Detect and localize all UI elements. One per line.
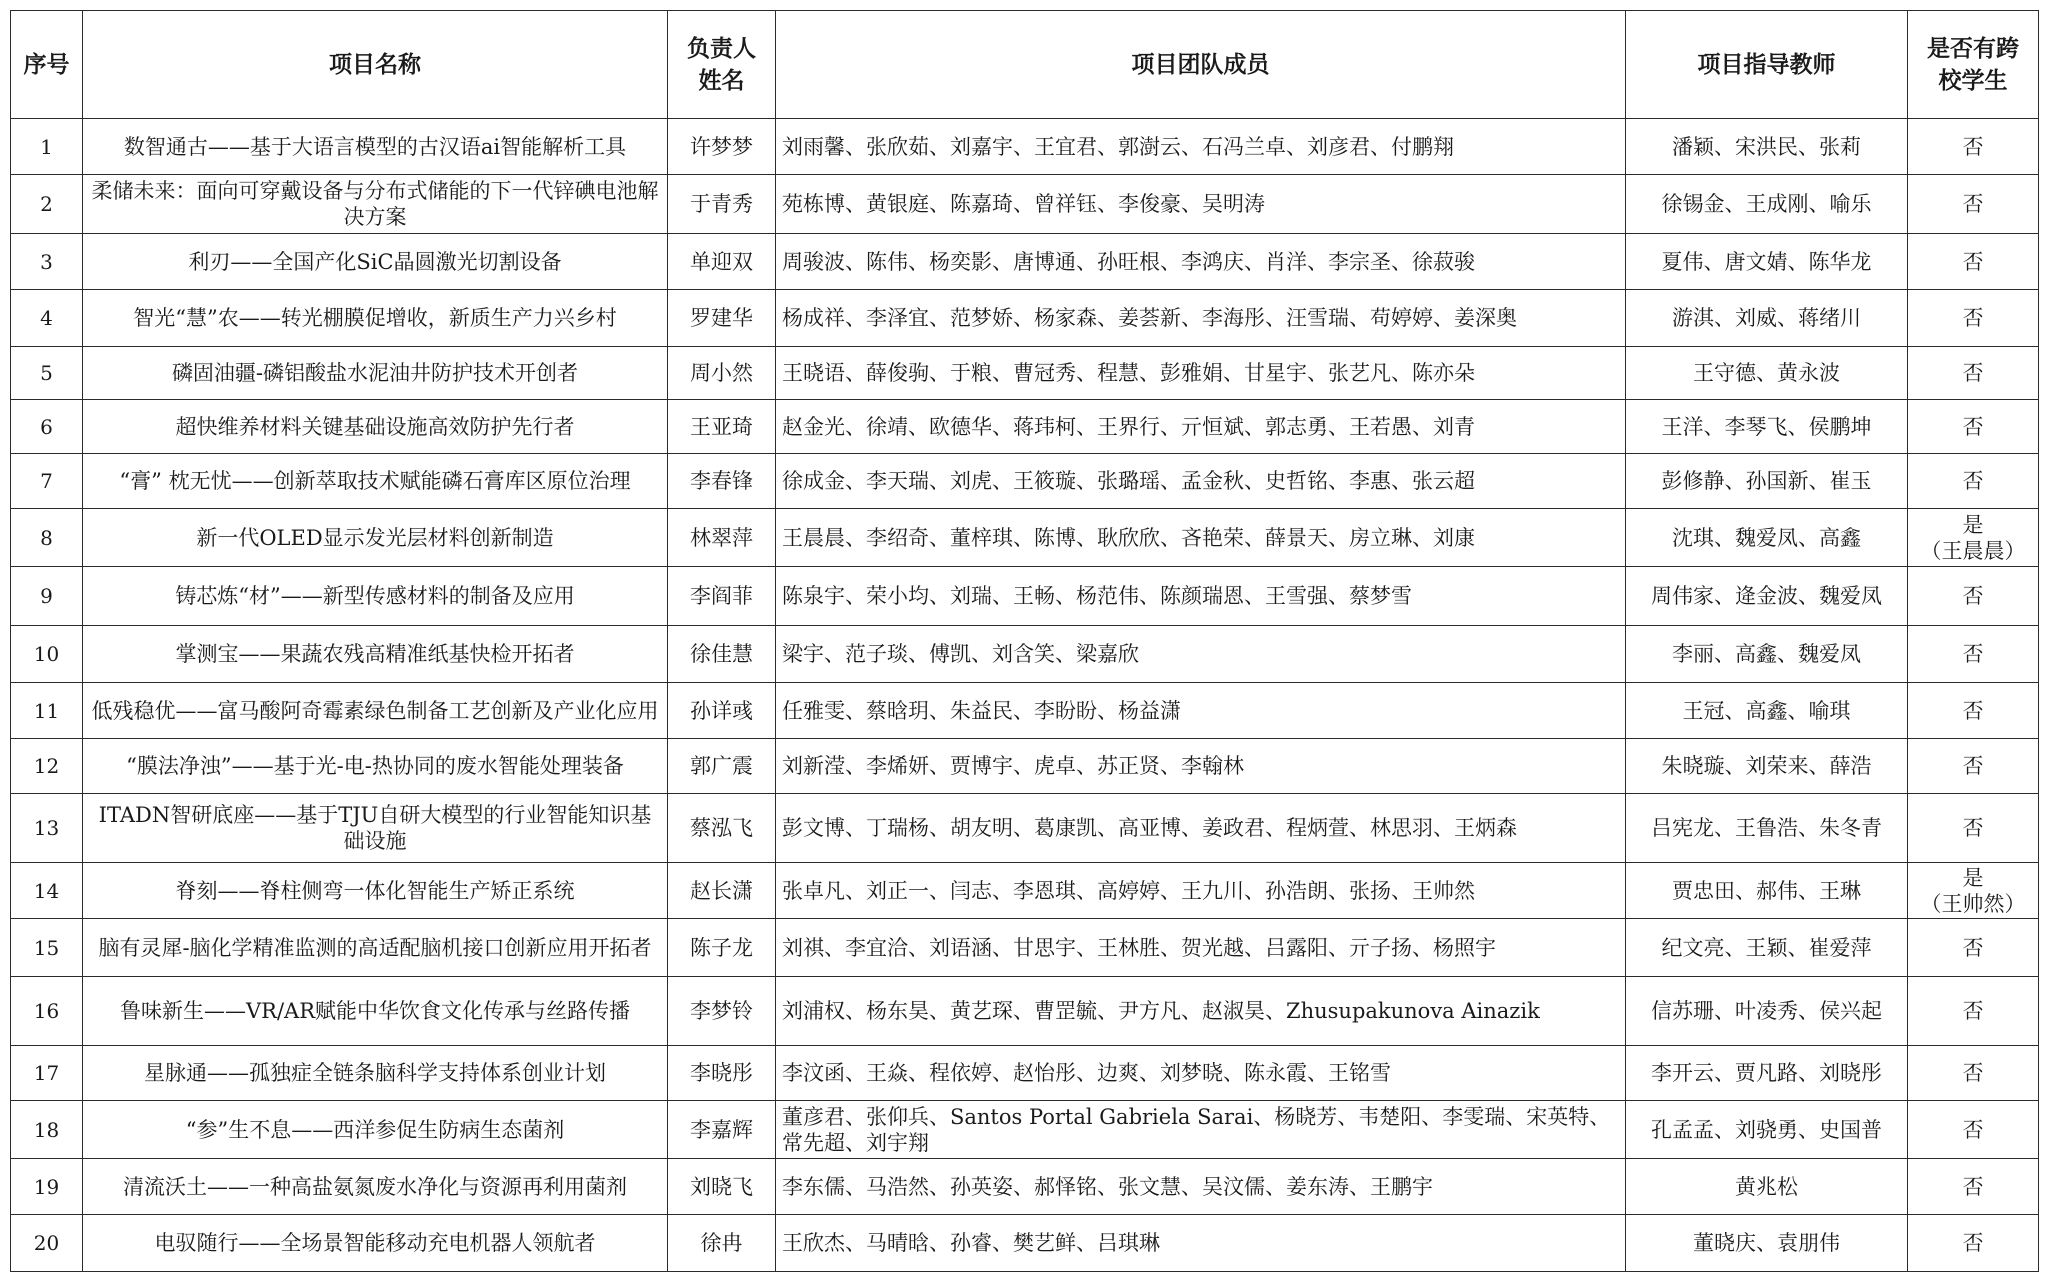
cross-school-value: 否 — [1962, 249, 1984, 274]
cell-project-name: 磷固油疆-磷铝酸盐水泥油井防护技术开创者 — [83, 347, 668, 400]
cell-members: 赵金光、徐靖、欧德华、蒋玮柯、王界行、亓恒斌、郭志勇、王若愚、刘青 — [776, 400, 1626, 454]
cell-project-name: 超快维养材料关键基础设施高效防护先行者 — [83, 400, 668, 454]
cell-members: 王晨晨、李绍奇、董梓琪、陈博、耿欣欣、吝艳荣、薛景天、房立琳、刘康 — [776, 509, 1626, 567]
table-header-row — [11, 11, 2039, 119]
cell-project-name: 掌测宝——果蔬农残高精准纸基快检开拓者 — [83, 626, 668, 683]
cell-index: 1 — [11, 119, 83, 175]
cell-cross-school — [1908, 454, 2039, 509]
cell-advisors: 周伟家、逄金波、魏爱凤 — [1626, 567, 1908, 626]
cell-members: 刘浦权、杨东昊、黄艺琛、曹罡毓、尹方凡、赵淑昊、Zhusupakunova Ainazik — [776, 977, 1626, 1046]
cell-members: 刘雨馨、张欣茹、刘嘉宇、王宜君、郭澍云、石冯兰卓、刘彦君、付鹏翔 — [776, 119, 1626, 175]
cell-leader: 蔡泓飞 — [668, 794, 776, 863]
cell-leader: 王亚琦 — [668, 400, 776, 454]
cell-advisors: 王冠、高鑫、喻琪 — [1626, 683, 1908, 739]
cell-advisors: 董晓庆、袁朋伟 — [1626, 1215, 1908, 1272]
cell-cross-school — [1908, 626, 2039, 683]
cell-leader: 刘晓飞 — [668, 1159, 776, 1215]
cell-cross-school — [1908, 290, 2039, 347]
cell-members: 苑栋博、黄银庭、陈嘉琦、曾祥钰、李俊豪、吴明涛 — [776, 175, 1626, 234]
cell-advisors: 夏伟、唐文婧、陈华龙 — [1626, 234, 1908, 290]
cross-school-value: 否 — [1962, 1117, 1984, 1142]
cell-advisors: 李开云、贾凡路、刘晓彤 — [1626, 1046, 1908, 1101]
cell-project-name: 智光“慧”农——转光棚膜促增收，新质生产力兴乡村 — [83, 290, 668, 347]
cell-members: 董彦君、张仰兵、Santos Portal Gabriela Sarai、杨晓芳、韦楚阳、李雯瑞、宋英特、常先超、刘宇翔 — [776, 1101, 1626, 1159]
cell-index: 8 — [11, 509, 83, 567]
cell-advisors: 沈琪、魏爱凤、高鑫 — [1626, 509, 1908, 567]
table-row — [11, 290, 2039, 347]
cross-school-value: 否 — [1962, 1061, 1984, 1085]
cell-project-name: “膏” 枕无忧——创新萃取技术赋能磷石膏库区原位治理 — [83, 454, 668, 509]
header-members: 项目团队成员 — [776, 11, 1626, 119]
table-row — [11, 919, 2039, 977]
cell-leader: 许梦梦 — [668, 119, 776, 175]
cell-index: 18 — [11, 1101, 83, 1159]
cell-project-name: 数智通古——基于大语言模型的古汉语ai智能解析工具 — [83, 119, 668, 175]
cell-advisors: 李丽、高鑫、魏爱凤 — [1626, 626, 1908, 683]
cell-index: 13 — [11, 794, 83, 863]
cell-members: 梁宇、范子琰、傅凯、刘含笑、梁嘉欣 — [776, 626, 1626, 683]
cross-school-value: 否 — [1962, 192, 1984, 216]
cell-cross-school — [1908, 400, 2039, 454]
table-row — [11, 626, 2039, 683]
cell-index: 15 — [11, 919, 83, 977]
table-row — [11, 739, 2039, 794]
cell-cross-school — [1908, 863, 2039, 919]
cell-leader: 徐佳慧 — [668, 626, 776, 683]
cross-school-value: 否 — [1962, 1174, 1984, 1199]
cell-members: 刘新滢、李烯妍、贾博宇、虎卓、苏正贤、李翰林 — [776, 739, 1626, 794]
cell-project-name: 清流沃土——一种高盐氨氮废水净化与资源再利用菌剂 — [83, 1159, 668, 1215]
cell-members: 徐成金、李天瑞、刘虎、王筱璇、张璐瑶、孟金秋、史哲铭、李惠、张云超 — [776, 454, 1626, 509]
cell-cross-school — [1908, 509, 2039, 567]
cell-leader: 罗建华 — [668, 290, 776, 347]
cell-index: 11 — [11, 683, 83, 739]
table-row — [11, 509, 2039, 567]
table-row — [11, 683, 2039, 739]
cross-school-note: （王帅然） — [1920, 891, 2026, 916]
cross-school-value: 否 — [1962, 469, 1984, 493]
cell-members: 刘祺、李宜洽、刘语涵、甘思宇、王林胜、贺光越、吕露阳、亓子扬、杨照宇 — [776, 919, 1626, 977]
cell-leader: 李梦铃 — [668, 977, 776, 1046]
table-row — [11, 347, 2039, 400]
cell-project-name: ITADN智研底座——基于TJU自研大模型的行业智能知识基础设施 — [83, 794, 668, 863]
cell-index: 3 — [11, 234, 83, 290]
cell-advisors: 纪文亮、王颖、崔爱萍 — [1626, 919, 1908, 977]
cell-members: 陈泉宇、荣小均、刘瑞、王畅、杨范伟、陈颜瑞恩、王雪强、蔡梦雪 — [776, 567, 1626, 626]
cell-advisors: 王守德、黄永波 — [1626, 347, 1908, 400]
cell-advisors: 贾忠田、郝伟、王琳 — [1626, 863, 1908, 919]
cell-project-name: 鲁味新生——VR/AR赋能中华饮食文化传承与丝路传播 — [83, 977, 668, 1046]
cell-leader: 林翠萍 — [668, 509, 776, 567]
cell-advisors: 王洋、李琴飞、侯鹏坤 — [1626, 400, 1908, 454]
cell-advisors: 彭修静、孙国新、崔玉 — [1626, 454, 1908, 509]
cell-leader: 陈子龙 — [668, 919, 776, 977]
cross-school-value: 否 — [1962, 1231, 1984, 1255]
cross-school-value: 是 — [1962, 512, 1984, 537]
header-index: 序号 — [11, 11, 83, 119]
cell-members: 彭文博、丁瑞杨、胡友明、葛康凯、高亚博、姜政君、程炳萱、林思羽、王炳森 — [776, 794, 1626, 863]
cell-cross-school — [1908, 919, 2039, 977]
cross-school-value: 否 — [1962, 414, 1984, 439]
cell-advisors: 朱晓璇、刘荣来、薛浩 — [1626, 739, 1908, 794]
cell-members: 王欣杰、马晴晗、孙睿、樊艺鲜、吕琪琳 — [776, 1215, 1626, 1272]
cross-school-value: 否 — [1962, 816, 1984, 840]
cross-school-value: 否 — [1962, 642, 1984, 666]
cell-cross-school — [1908, 1101, 2039, 1159]
cross-school-value: 否 — [1962, 935, 1984, 960]
cell-advisors: 黄兆松 — [1626, 1159, 1908, 1215]
cell-leader: 周小然 — [668, 347, 776, 400]
cross-school-note: （王晨晨） — [1920, 538, 2026, 563]
table-row — [11, 567, 2039, 626]
cross-school-value: 否 — [1962, 754, 1984, 778]
cell-cross-school — [1908, 794, 2039, 863]
cell-index: 7 — [11, 454, 83, 509]
header-cross-school: 是否有跨校学生 — [1908, 11, 2039, 119]
cell-leader: 赵长潇 — [668, 863, 776, 919]
cell-cross-school — [1908, 119, 2039, 175]
cell-members: 任雅雯、蔡晗玥、朱益民、李盼盼、杨益潇 — [776, 683, 1626, 739]
cell-index: 14 — [11, 863, 83, 919]
header-project-name: 项目名称 — [83, 11, 668, 119]
cell-members: 周骏波、陈伟、杨奕影、唐博通、孙旺根、李鸿庆、肖洋、李宗圣、徐菽骏 — [776, 234, 1626, 290]
cell-index: 10 — [11, 626, 83, 683]
cell-members: 李汶函、王焱、程依婷、赵怡彤、边爽、刘梦晓、陈永霞、王铭雪 — [776, 1046, 1626, 1101]
table-row — [11, 400, 2039, 454]
header-advisors: 项目指导教师 — [1626, 11, 1908, 119]
cell-project-name: “参”生不息——西洋参促生防病生态菌剂 — [83, 1101, 668, 1159]
cell-index: 2 — [11, 175, 83, 234]
cell-index: 9 — [11, 567, 83, 626]
cell-project-name: 电驭随行——全场景智能移动充电机器人领航者 — [83, 1215, 668, 1272]
cell-project-name: “膜法净浊”——基于光-电-热协同的废水智能处理装备 — [83, 739, 668, 794]
cell-members: 王晓语、薛俊驹、于粮、曹冠秀、程慧、彭雅娟、甘星宇、张艺凡、陈亦朵 — [776, 347, 1626, 400]
cell-project-name: 低残稳优——富马酸阿奇霉素绿色制备工艺创新及产业化应用 — [83, 683, 668, 739]
table-row — [11, 794, 2039, 863]
cross-school-value: 否 — [1962, 584, 1984, 608]
cell-cross-school — [1908, 977, 2039, 1046]
cell-project-name: 新一代OLED显示发光层材料创新制造 — [83, 509, 668, 567]
cell-leader: 李晓彤 — [668, 1046, 776, 1101]
cell-project-name: 柔储未来：面向可穿戴设备与分布式储能的下一代锌碘电池解决方案 — [83, 175, 668, 234]
cross-school-value: 否 — [1962, 134, 1984, 159]
cell-leader: 于青秀 — [668, 175, 776, 234]
cell-members: 张卓凡、刘正一、闫志、李恩琪、高婷婷、王九川、孙浩朗、张扬、王帅然 — [776, 863, 1626, 919]
project-table — [10, 10, 2039, 1272]
cross-school-value: 是 — [1962, 865, 1984, 890]
cross-school-value: 否 — [1962, 306, 1984, 330]
cell-members: 杨成祥、李泽宜、范梦娇、杨家森、姜荟新、李海彤、汪雪瑞、苟婷婷、姜深奥 — [776, 290, 1626, 347]
cell-cross-school — [1908, 567, 2039, 626]
cell-advisors: 游淇、刘威、蒋绪川 — [1626, 290, 1908, 347]
cell-cross-school — [1908, 234, 2039, 290]
cell-index: 5 — [11, 347, 83, 400]
table-row — [11, 234, 2039, 290]
cell-cross-school — [1908, 1046, 2039, 1101]
cell-project-name: 铸芯炼“材”——新型传感材料的制备及应用 — [83, 567, 668, 626]
cell-index: 16 — [11, 977, 83, 1046]
cell-leader: 徐冉 — [668, 1215, 776, 1272]
cell-advisors: 徐锡金、王成刚、喻乐 — [1626, 175, 1908, 234]
table-row — [11, 1159, 2039, 1215]
table-row — [11, 1046, 2039, 1101]
table-row — [11, 1215, 2039, 1272]
cell-project-name: 脑有灵犀-脑化学精准监测的高适配脑机接口创新应用开拓者 — [83, 919, 668, 977]
table-row — [11, 977, 2039, 1046]
cross-school-value: 否 — [1962, 999, 1984, 1023]
cell-cross-school — [1908, 1215, 2039, 1272]
cell-cross-school — [1908, 175, 2039, 234]
cell-leader: 李春锋 — [668, 454, 776, 509]
cell-cross-school — [1908, 739, 2039, 794]
cell-project-name: 星脉通——孤独症全链条脑科学支持体系创业计划 — [83, 1046, 668, 1101]
cross-school-value: 否 — [1962, 361, 1984, 385]
cell-members: 李东儒、马浩然、孙英姿、郝怿铭、张文慧、吴汶儒、姜东涛、王鹏宇 — [776, 1159, 1626, 1215]
table-row — [11, 119, 2039, 175]
cell-advisors: 吕宪龙、王鲁浩、朱冬青 — [1626, 794, 1908, 863]
table-row — [11, 175, 2039, 234]
cell-leader: 郭广震 — [668, 739, 776, 794]
cell-advisors: 信苏珊、叶凌秀、侯兴起 — [1626, 977, 1908, 1046]
cell-cross-school — [1908, 1159, 2039, 1215]
cell-index: 12 — [11, 739, 83, 794]
cell-project-name: 脊刻——脊柱侧弯一体化智能生产矫正系统 — [83, 863, 668, 919]
cell-index: 6 — [11, 400, 83, 454]
table-row — [11, 863, 2039, 919]
project-list-sheet — [10, 10, 2038, 1271]
cell-advisors: 潘颖、宋洪民、张莉 — [1626, 119, 1908, 175]
cell-leader: 单迎双 — [668, 234, 776, 290]
cell-leader: 李阎菲 — [668, 567, 776, 626]
cell-cross-school — [1908, 683, 2039, 739]
cell-index: 17 — [11, 1046, 83, 1101]
header-leader: 负责人姓名 — [668, 11, 776, 119]
cell-leader: 孙详彧 — [668, 683, 776, 739]
cell-index: 19 — [11, 1159, 83, 1215]
cell-cross-school — [1908, 347, 2039, 400]
table-row — [11, 454, 2039, 509]
cell-index: 4 — [11, 290, 83, 347]
cell-project-name: 利刃——全国产化SiC晶圆激光切割设备 — [83, 234, 668, 290]
cell-index: 20 — [11, 1215, 83, 1272]
cell-advisors: 孔孟孟、刘骁勇、史国普 — [1626, 1101, 1908, 1159]
table-body — [11, 119, 2039, 1272]
table-row — [11, 1101, 2039, 1159]
cross-school-value: 否 — [1962, 698, 1984, 723]
cell-leader: 李嘉辉 — [668, 1101, 776, 1159]
